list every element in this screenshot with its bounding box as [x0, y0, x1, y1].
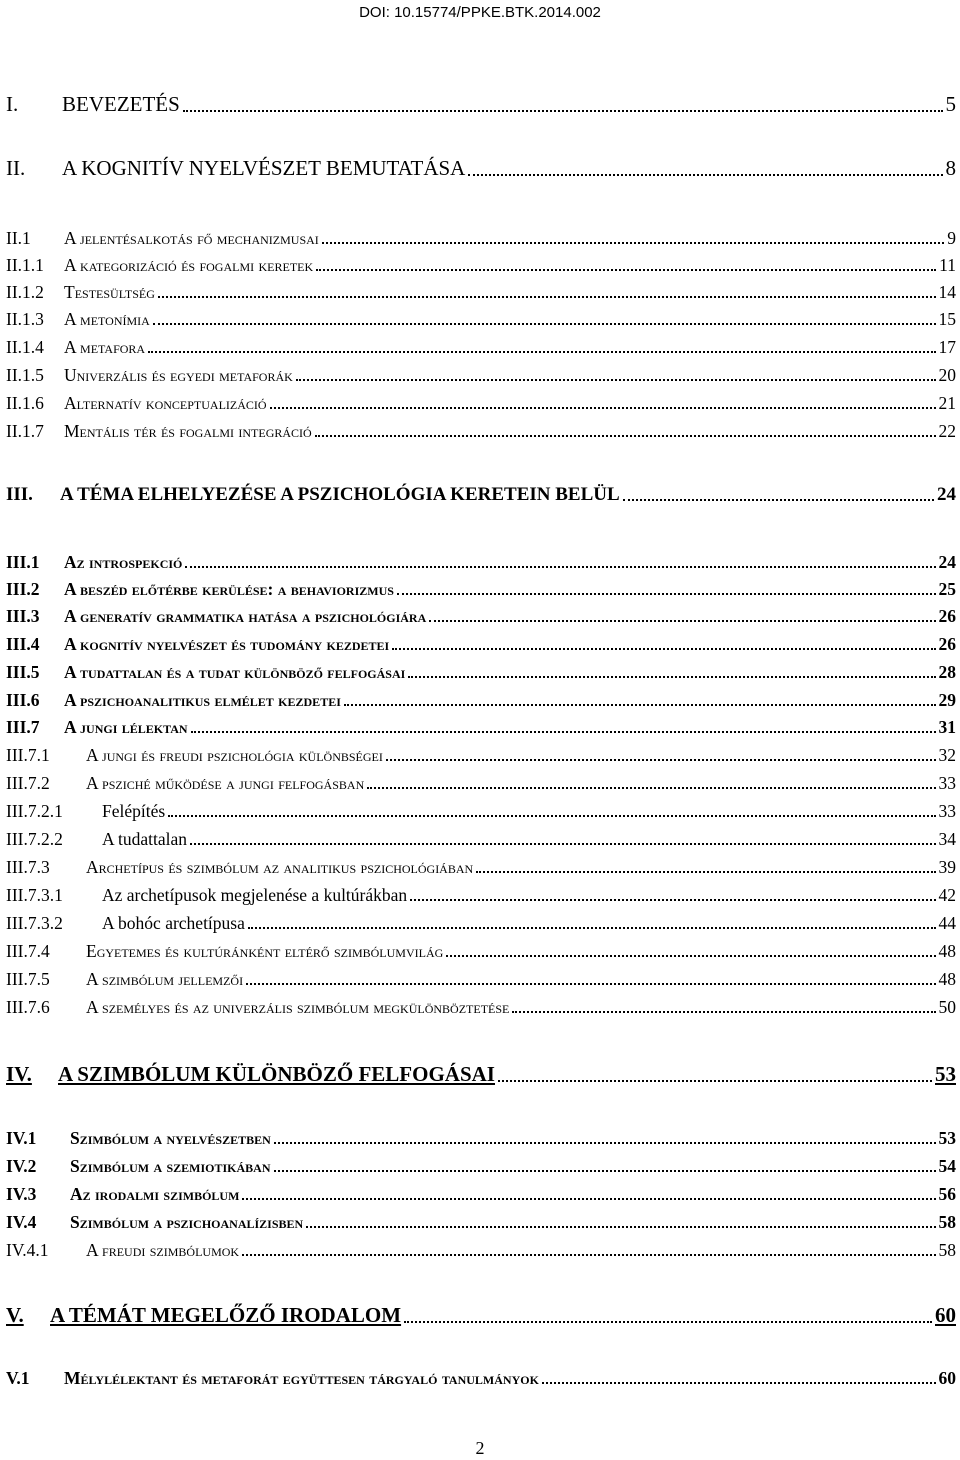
dot-leader	[242, 1254, 935, 1256]
dot-leader	[315, 435, 936, 437]
toc-number: III.4	[6, 634, 40, 654]
toc-number: IV.4	[6, 1212, 37, 1232]
toc-number: II.1.4	[6, 337, 44, 357]
toc-title: Alternatív konceptualizáció	[64, 393, 267, 413]
toc-title: A jelentésalkotás fő mechanizmusai	[64, 228, 319, 248]
toc-entry[interactable]	[6, 282, 956, 303]
toc-number: III.1	[6, 552, 40, 572]
toc-entry[interactable]	[6, 228, 956, 249]
dot-leader	[316, 269, 936, 271]
toc-entry[interactable]	[6, 606, 956, 627]
toc-title: A psziché működése a jungi felfogásban	[86, 773, 365, 793]
toc-page: 8	[945, 156, 956, 180]
dot-leader	[153, 323, 936, 325]
toc-page: 39	[938, 857, 956, 877]
toc-number: IV.4.1	[6, 1240, 49, 1260]
dot-leader	[429, 620, 935, 622]
toc-number: II.1	[6, 228, 31, 248]
dot-leader	[274, 1142, 936, 1144]
dot-leader	[185, 566, 935, 568]
toc-entry[interactable]	[6, 365, 956, 386]
toc-title: Az irodalmi szimbólum	[70, 1184, 240, 1204]
toc-page: 31	[938, 717, 956, 737]
doi-header: DOI: 10.15774/PPKE.BTK.2014.002	[359, 4, 601, 21]
toc-number: III.7.3	[6, 857, 50, 877]
toc-number: II.1.5	[6, 365, 44, 385]
toc-number: IV.2	[6, 1156, 37, 1176]
toc-title: A kognitív nyelvészet és tudomány kezdetei	[64, 634, 390, 654]
toc-number: V.	[6, 1303, 24, 1327]
toc-number: III.3	[6, 606, 40, 626]
toc-entry[interactable]	[6, 969, 956, 990]
toc-page: 48	[938, 941, 956, 961]
toc-title: A tudattalan és a tudat különböző felfogásai	[64, 662, 406, 682]
toc-page: 22	[938, 421, 956, 441]
toc-page: 60	[935, 1303, 956, 1327]
toc-title: A metonímia	[64, 309, 150, 329]
toc-title: Szimbólum a nyelvészetben	[70, 1128, 271, 1148]
toc-page: 21	[938, 393, 956, 413]
toc-page: 50	[938, 997, 956, 1017]
toc-entry[interactable]	[6, 393, 956, 414]
toc-title: A pszichoanalitikus elmélet kezdetei	[64, 690, 341, 710]
toc-title: A generatív grammatika hatása a pszichológiára	[64, 606, 427, 626]
toc-number: III.2	[6, 579, 40, 599]
toc-title: A bohóc archetípusa	[102, 913, 245, 933]
toc-title: A freudi szimbólumok	[86, 1240, 240, 1260]
toc-number: III.7.6	[6, 997, 50, 1017]
dot-leader	[248, 927, 936, 929]
toc-entry[interactable]	[6, 421, 956, 442]
toc-title: Felépítés	[102, 801, 166, 821]
toc-number: II.1.7	[6, 421, 44, 441]
toc-entry[interactable]	[6, 1156, 956, 1177]
toc-title: A beszéd előtérbe kerülése: a behaviorizmus	[64, 579, 394, 599]
dot-leader	[386, 759, 936, 761]
toc-entry[interactable]	[6, 773, 956, 794]
dot-leader	[397, 593, 936, 595]
toc-title: Egyetemes és kultúránként eltérő szimbólumvilág	[86, 941, 444, 961]
toc-number: II.1.1	[6, 255, 44, 275]
dot-leader	[404, 1321, 932, 1323]
toc-entry[interactable]	[6, 1240, 956, 1261]
toc-number: III.7	[6, 717, 40, 737]
toc-entry[interactable]	[6, 913, 956, 934]
toc-title: A SZIMBÓLUM KÜLÖNBÖZŐ FELFOGÁSAI	[58, 1062, 495, 1086]
toc-page: 20	[938, 365, 956, 385]
toc-entry[interactable]	[6, 1212, 956, 1233]
dot-leader	[274, 1170, 936, 1172]
toc-title: Szimbólum a pszichoanalízisben	[70, 1212, 304, 1232]
dot-leader	[306, 1226, 935, 1228]
toc-entry[interactable]	[6, 1062, 956, 1087]
toc-page: 53	[938, 1128, 956, 1148]
dot-leader	[246, 983, 935, 985]
toc-entry[interactable]	[6, 745, 956, 766]
dot-leader	[191, 731, 936, 733]
toc-page: 56	[938, 1184, 956, 1204]
toc-entry[interactable]	[6, 1368, 956, 1389]
dot-leader	[512, 1011, 935, 1013]
toc-entry[interactable]	[6, 552, 956, 573]
toc-entry[interactable]	[6, 690, 956, 711]
toc-number: III.7.2	[6, 773, 50, 793]
dot-leader	[542, 1382, 936, 1384]
toc-number: III.7.3.1	[6, 885, 63, 905]
dot-leader	[468, 174, 942, 176]
dot-leader	[344, 704, 936, 706]
toc-number: III.7.3.2	[6, 913, 63, 933]
toc-entry[interactable]	[6, 1128, 956, 1149]
toc-page: 58	[938, 1240, 956, 1260]
toc-page: 32	[938, 745, 956, 765]
toc-title: Archetípus és szimbólum az analitikus pszichológiában	[86, 857, 474, 877]
toc-page: 33	[938, 773, 956, 793]
toc-entry[interactable]	[6, 857, 956, 878]
toc-page: 54	[938, 1156, 956, 1176]
toc-page: 14	[938, 282, 956, 302]
toc-page: 34	[938, 829, 956, 849]
toc-entry[interactable]	[6, 997, 956, 1018]
dot-leader	[367, 787, 935, 789]
dot-leader	[408, 676, 935, 678]
toc-number: V.1	[6, 1368, 30, 1388]
toc-entry[interactable]	[6, 1184, 956, 1205]
dot-leader	[242, 1198, 935, 1200]
toc-title: A személyes és az univerzális szimbólum megkülönböztetése	[86, 997, 510, 1017]
toc-number: III.7.4	[6, 941, 50, 961]
toc-page: 33	[938, 801, 956, 821]
toc-number: IV.	[6, 1062, 32, 1086]
toc-number: III.7.2.2	[6, 829, 63, 849]
toc-title: A KOGNITÍV NYELVÉSZET BEMUTATÁSA	[62, 156, 466, 180]
toc-page: 29	[938, 690, 956, 710]
toc-page: 58	[938, 1212, 956, 1232]
toc-page: 53	[935, 1062, 956, 1086]
dot-leader	[476, 871, 935, 873]
toc-title: BEVEZETÉS	[62, 92, 180, 116]
toc-entry[interactable]	[6, 941, 956, 962]
dot-leader	[498, 1080, 932, 1082]
toc-page: 24	[938, 552, 956, 572]
toc-title: A szimbólum jellemzői	[86, 969, 244, 989]
toc-entry[interactable]	[6, 92, 956, 117]
dot-leader	[392, 648, 935, 650]
toc-page: 26	[938, 606, 956, 626]
toc-page: 17	[938, 337, 956, 357]
toc-number: III.7.2.1	[6, 801, 63, 821]
dot-leader	[168, 815, 935, 817]
toc-entry[interactable]	[6, 801, 956, 822]
toc-page: 5	[945, 92, 956, 116]
toc-number: II.1.2	[6, 282, 44, 302]
dot-leader	[190, 843, 935, 845]
toc-page: 48	[938, 969, 956, 989]
toc-page: 28	[938, 662, 956, 682]
toc-entry[interactable]	[6, 662, 956, 683]
dot-leader	[158, 296, 936, 298]
toc-number: III.5	[6, 662, 40, 682]
toc-number: IV.3	[6, 1184, 37, 1204]
toc-entry[interactable]	[6, 634, 956, 655]
toc-number: III.	[6, 484, 33, 505]
toc-entry[interactable]	[6, 484, 956, 506]
toc-entry[interactable]	[6, 885, 956, 906]
toc-title: A kategorizáció és fogalmi keretek	[64, 255, 314, 275]
toc-title: Testesültség	[64, 282, 155, 302]
dot-leader	[183, 110, 943, 112]
toc-page: 9	[947, 228, 956, 248]
toc-number: III.7.1	[6, 745, 50, 765]
toc-title: A TÉMÁT MEGELŐZŐ IRODALOM	[50, 1303, 402, 1327]
toc-page: 11	[939, 255, 956, 275]
toc-entry[interactable]	[6, 337, 956, 358]
toc-page: 26	[938, 634, 956, 654]
toc-page: 15	[938, 309, 956, 329]
dot-leader	[148, 351, 935, 353]
dot-leader	[322, 242, 944, 244]
toc-page: 42	[938, 885, 956, 905]
toc-title: Szimbólum a szemiotikában	[70, 1156, 271, 1176]
toc-page: 24	[937, 484, 956, 505]
toc-title: A metafora	[64, 337, 146, 357]
toc-number: IV.1	[6, 1128, 37, 1148]
toc-number: II.1.3	[6, 309, 44, 329]
toc-title: Mélylélektant és metaforát együttesen tárgyaló tanulmányok	[64, 1368, 539, 1388]
toc-title: A TÉMA ELHELYEZÉSE A PSZICHOLÓGIA KERETEIN BELÜL	[60, 484, 620, 505]
dot-leader	[270, 407, 936, 409]
toc-title: Az archetípusok megjelenése a kultúrákban	[102, 885, 408, 905]
toc-entry[interactable]	[6, 717, 956, 738]
toc-title: A jungi lélektan	[64, 717, 188, 737]
toc-page: 44	[938, 913, 956, 933]
toc-number: II.	[6, 156, 26, 180]
toc-title: Az introspekció	[64, 552, 183, 572]
toc-entry[interactable]	[6, 579, 956, 600]
toc-entry[interactable]	[6, 1303, 956, 1328]
toc-title: A jungi és freudi pszichológia különbségei	[86, 745, 383, 765]
toc-number: II.1.6	[6, 393, 44, 413]
dot-leader	[446, 955, 935, 957]
dot-leader	[623, 499, 934, 501]
toc-entry[interactable]	[6, 156, 956, 181]
dot-leader	[296, 379, 936, 381]
toc-page: 60	[938, 1368, 956, 1388]
page-number: 2	[475, 1438, 485, 1458]
toc-number: III.7.5	[6, 969, 50, 989]
toc-entry[interactable]	[6, 309, 956, 330]
toc-entry[interactable]	[6, 829, 956, 850]
toc-number: I.	[6, 92, 19, 116]
toc-title: Mentális tér és fogalmi integráció	[64, 421, 312, 441]
dot-leader	[410, 899, 935, 901]
toc-entry[interactable]	[6, 255, 956, 276]
toc-page: 25	[938, 579, 956, 599]
toc-number: III.6	[6, 690, 40, 710]
toc-title: Univerzális és egyedi metaforák	[64, 365, 293, 385]
toc-title: A tudattalan	[102, 829, 188, 849]
